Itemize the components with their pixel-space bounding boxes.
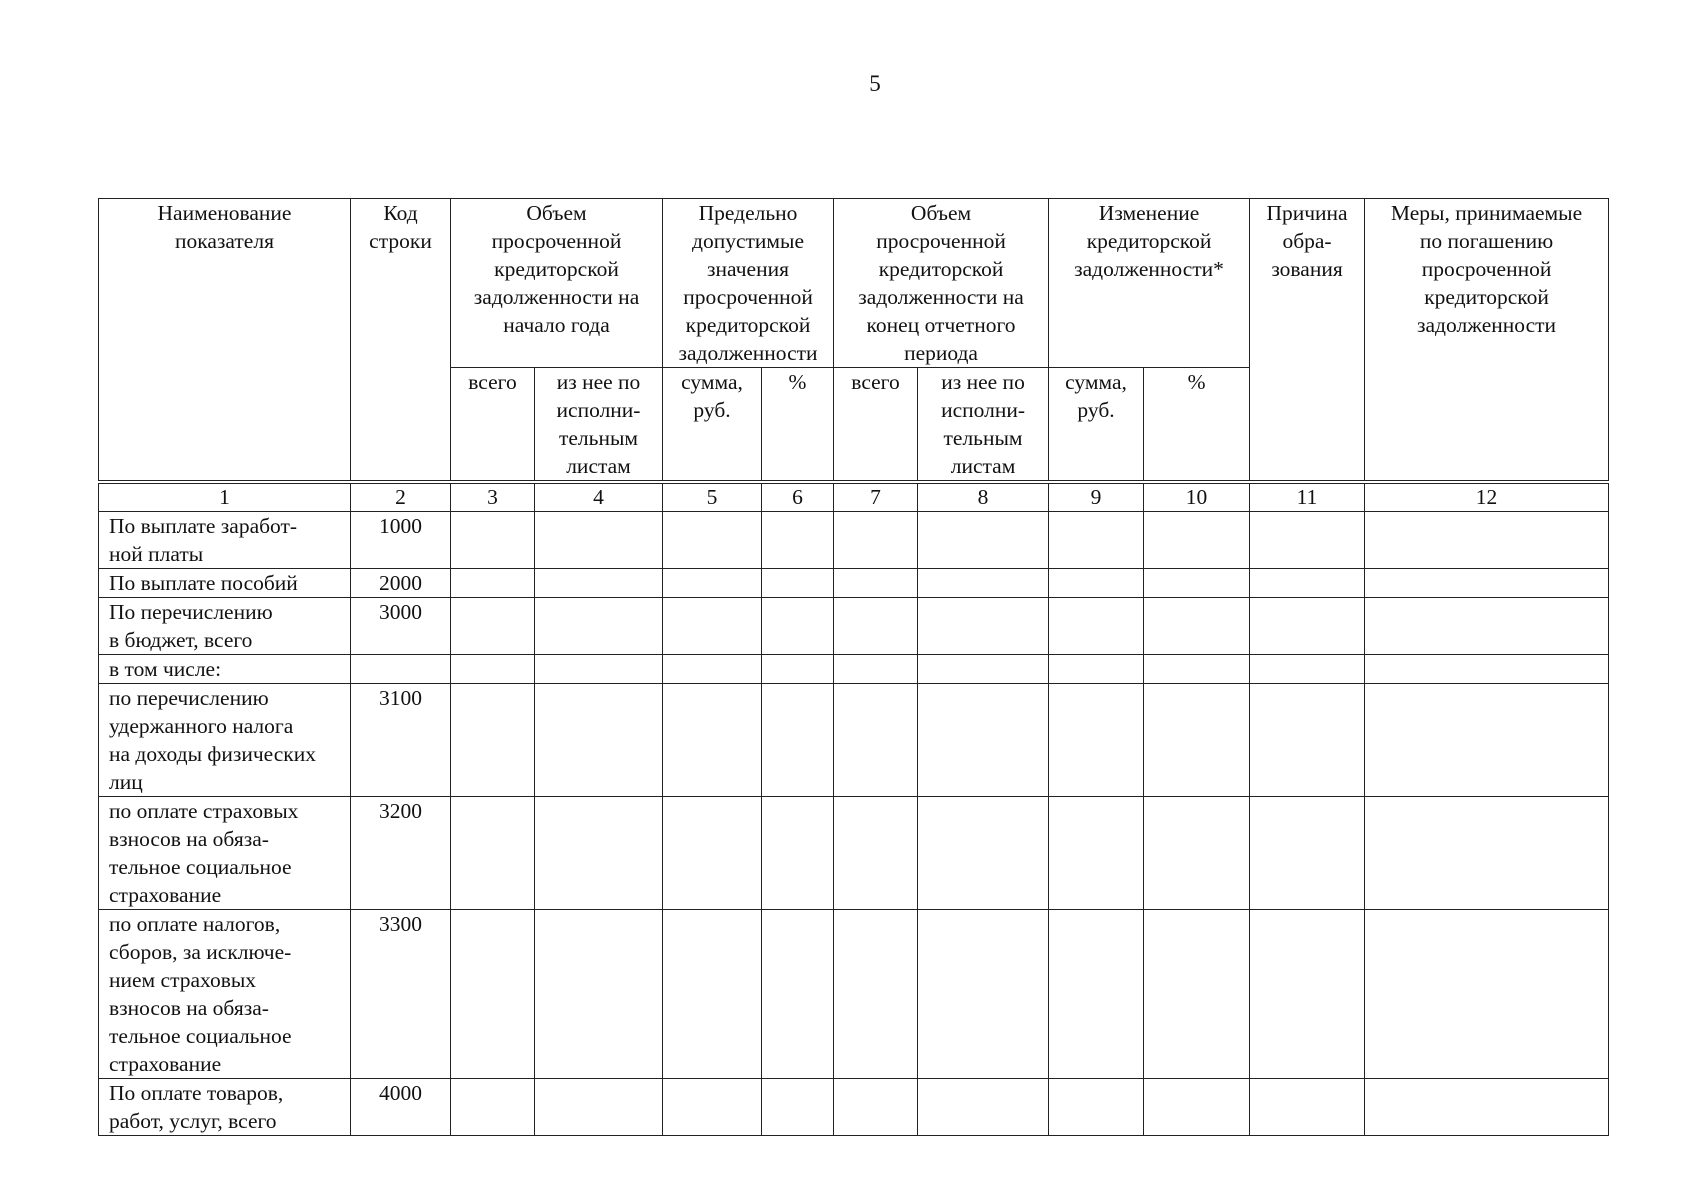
- value-cell[interactable]: [834, 655, 918, 684]
- value-cell[interactable]: [451, 598, 535, 655]
- value-cell[interactable]: [918, 569, 1049, 598]
- value-cell[interactable]: [663, 797, 762, 910]
- value-cell[interactable]: [663, 655, 762, 684]
- value-cell[interactable]: [918, 655, 1049, 684]
- value-cell[interactable]: [1049, 512, 1144, 569]
- value-cell[interactable]: [1365, 598, 1609, 655]
- table-row: [99, 910, 1609, 1079]
- table-row: [99, 655, 1609, 684]
- value-cell[interactable]: [1049, 797, 1144, 910]
- value-cell[interactable]: [1365, 684, 1609, 797]
- value-cell[interactable]: [663, 569, 762, 598]
- value-cell[interactable]: [762, 910, 834, 1079]
- value-cell[interactable]: [663, 1079, 762, 1136]
- table-row: [99, 684, 1609, 797]
- value-cell[interactable]: [1049, 910, 1144, 1079]
- value-cell[interactable]: [762, 684, 834, 797]
- column-number-row: [99, 482, 1609, 512]
- column-number: 5: [663, 482, 762, 512]
- column-number: 9: [1049, 482, 1144, 512]
- value-cell[interactable]: [1365, 569, 1609, 598]
- value-cell[interactable]: [762, 797, 834, 910]
- header-row: [99, 199, 1609, 368]
- header-total-end: всего: [834, 368, 918, 483]
- value-cell[interactable]: [1250, 569, 1365, 598]
- value-cell[interactable]: [1049, 569, 1144, 598]
- value-cell[interactable]: [1049, 1079, 1144, 1136]
- table-row: [99, 598, 1609, 655]
- column-number: 2: [351, 482, 451, 512]
- column-number: 6: [762, 482, 834, 512]
- value-cell[interactable]: [451, 569, 535, 598]
- value-cell[interactable]: [834, 512, 918, 569]
- column-number: 7: [834, 482, 918, 512]
- row-code: [351, 655, 451, 684]
- value-cell[interactable]: [1365, 910, 1609, 1079]
- header-payables-change: Изменение кредиторской задолженности*: [1049, 199, 1250, 368]
- value-cell[interactable]: [535, 569, 663, 598]
- value-cell[interactable]: [1250, 598, 1365, 655]
- value-cell[interactable]: [663, 684, 762, 797]
- value-cell[interactable]: [1250, 512, 1365, 569]
- value-cell[interactable]: [918, 512, 1049, 569]
- row-code: 1000: [351, 512, 451, 569]
- value-cell[interactable]: [834, 1079, 918, 1136]
- value-cell[interactable]: [762, 569, 834, 598]
- table-row: [99, 512, 1609, 569]
- value-cell[interactable]: [1144, 797, 1250, 910]
- value-cell[interactable]: [834, 797, 918, 910]
- value-cell[interactable]: [535, 598, 663, 655]
- value-cell[interactable]: [1250, 910, 1365, 1079]
- value-cell[interactable]: [535, 512, 663, 569]
- value-cell[interactable]: [918, 684, 1049, 797]
- value-cell[interactable]: [663, 598, 762, 655]
- header-indicator-name: Наименование показателя: [99, 199, 351, 483]
- header-percent-change: %: [1144, 368, 1250, 483]
- value-cell[interactable]: [1250, 797, 1365, 910]
- value-cell[interactable]: [451, 512, 535, 569]
- value-cell[interactable]: [1144, 684, 1250, 797]
- value-cell[interactable]: [535, 655, 663, 684]
- value-cell[interactable]: [451, 1079, 535, 1136]
- page-number: 5: [869, 71, 881, 96]
- row-code: 3000: [351, 598, 451, 655]
- value-cell[interactable]: [834, 598, 918, 655]
- row-name: По выплате пособий: [99, 569, 351, 598]
- row-code: 3300: [351, 910, 451, 1079]
- column-number: 10: [1144, 482, 1250, 512]
- value-cell[interactable]: [834, 910, 918, 1079]
- value-cell[interactable]: [1049, 655, 1144, 684]
- value-cell[interactable]: [834, 684, 918, 797]
- value-cell[interactable]: [918, 598, 1049, 655]
- value-cell[interactable]: [663, 910, 762, 1079]
- column-number: 1: [99, 482, 351, 512]
- row-code: 2000: [351, 569, 451, 598]
- column-number: 11: [1250, 482, 1365, 512]
- value-cell[interactable]: [451, 655, 535, 684]
- value-cell[interactable]: [1365, 797, 1609, 910]
- row-code: 3100: [351, 684, 451, 797]
- table-row: [99, 569, 1609, 598]
- header-percent-limit: %: [762, 368, 834, 483]
- header-sum-limit: сумма, руб.: [663, 368, 762, 483]
- value-cell[interactable]: [1144, 569, 1250, 598]
- column-number: 12: [1365, 482, 1609, 512]
- header-overdue-start-of-year: Объем просроченной кредиторской задолженности на начало года: [451, 199, 663, 368]
- header-cause: Причина обра- зования: [1250, 199, 1365, 483]
- value-cell[interactable]: [918, 1079, 1049, 1136]
- value-cell[interactable]: [762, 1079, 834, 1136]
- row-name: По оплате товаров, работ, услуг, всего: [99, 1079, 351, 1136]
- table-row: [99, 1079, 1609, 1136]
- value-cell[interactable]: [663, 512, 762, 569]
- value-cell[interactable]: [1250, 684, 1365, 797]
- value-cell[interactable]: [1365, 1079, 1609, 1136]
- value-cell[interactable]: [1144, 1079, 1250, 1136]
- value-cell[interactable]: [1049, 598, 1144, 655]
- row-name: по оплате страховых взносов на обяза- тельное социальное страхование: [99, 797, 351, 910]
- value-cell[interactable]: [535, 797, 663, 910]
- header-writs-end: из нее по исполни- тельным листам: [918, 368, 1049, 483]
- value-cell[interactable]: [1144, 655, 1250, 684]
- row-name: По перечислению в бюджет, всего: [99, 598, 351, 655]
- value-cell[interactable]: [1250, 1079, 1365, 1136]
- value-cell[interactable]: [1250, 655, 1365, 684]
- row-name: по оплате налогов, сборов, за исключе- нием страховых взносов на обяза- тельное социальное страхование: [99, 910, 351, 1079]
- value-cell[interactable]: [451, 797, 535, 910]
- row-name: в том числе:: [99, 655, 351, 684]
- value-cell[interactable]: [762, 598, 834, 655]
- value-cell[interactable]: [918, 910, 1049, 1079]
- value-cell[interactable]: [535, 1079, 663, 1136]
- header-overdue-end-of-period: Объем просроченной кредиторской задолженности на конец отчетного периода: [834, 199, 1049, 368]
- value-cell[interactable]: [535, 910, 663, 1079]
- header-sum-change: сумма, руб.: [1049, 368, 1144, 483]
- value-cell[interactable]: [1365, 512, 1609, 569]
- overdue-payables-table: [98, 198, 1609, 1136]
- header-total-start: всего: [451, 368, 535, 483]
- row-name: по перечислению удержанного налога на доходы физических лиц: [99, 684, 351, 797]
- row-code: 4000: [351, 1079, 451, 1136]
- header-permissible-limits: Предельно допустимые значения просроченной кредиторской задолженности: [663, 199, 834, 368]
- value-cell[interactable]: [1144, 910, 1250, 1079]
- value-cell[interactable]: [535, 684, 663, 797]
- value-cell[interactable]: [1144, 598, 1250, 655]
- value-cell[interactable]: [918, 797, 1049, 910]
- header-line-code: Код строки: [351, 199, 451, 483]
- value-cell[interactable]: [451, 684, 535, 797]
- column-number: 8: [918, 482, 1049, 512]
- value-cell[interactable]: [1365, 655, 1609, 684]
- value-cell[interactable]: [834, 569, 918, 598]
- value-cell[interactable]: [762, 655, 834, 684]
- column-number: 4: [535, 482, 663, 512]
- row-name: По выплате заработ- ной платы: [99, 512, 351, 569]
- header-measures: Меры, принимаемые по погашению просроченной кредиторской задолженности: [1365, 199, 1609, 483]
- value-cell[interactable]: [1049, 684, 1144, 797]
- value-cell[interactable]: [1144, 512, 1250, 569]
- header-writs-start: из нее по исполни- тельным листам: [535, 368, 663, 483]
- row-code: 3200: [351, 797, 451, 910]
- value-cell[interactable]: [762, 512, 834, 569]
- value-cell[interactable]: [451, 910, 535, 1079]
- table-row: [99, 797, 1609, 910]
- column-number: 3: [451, 482, 535, 512]
